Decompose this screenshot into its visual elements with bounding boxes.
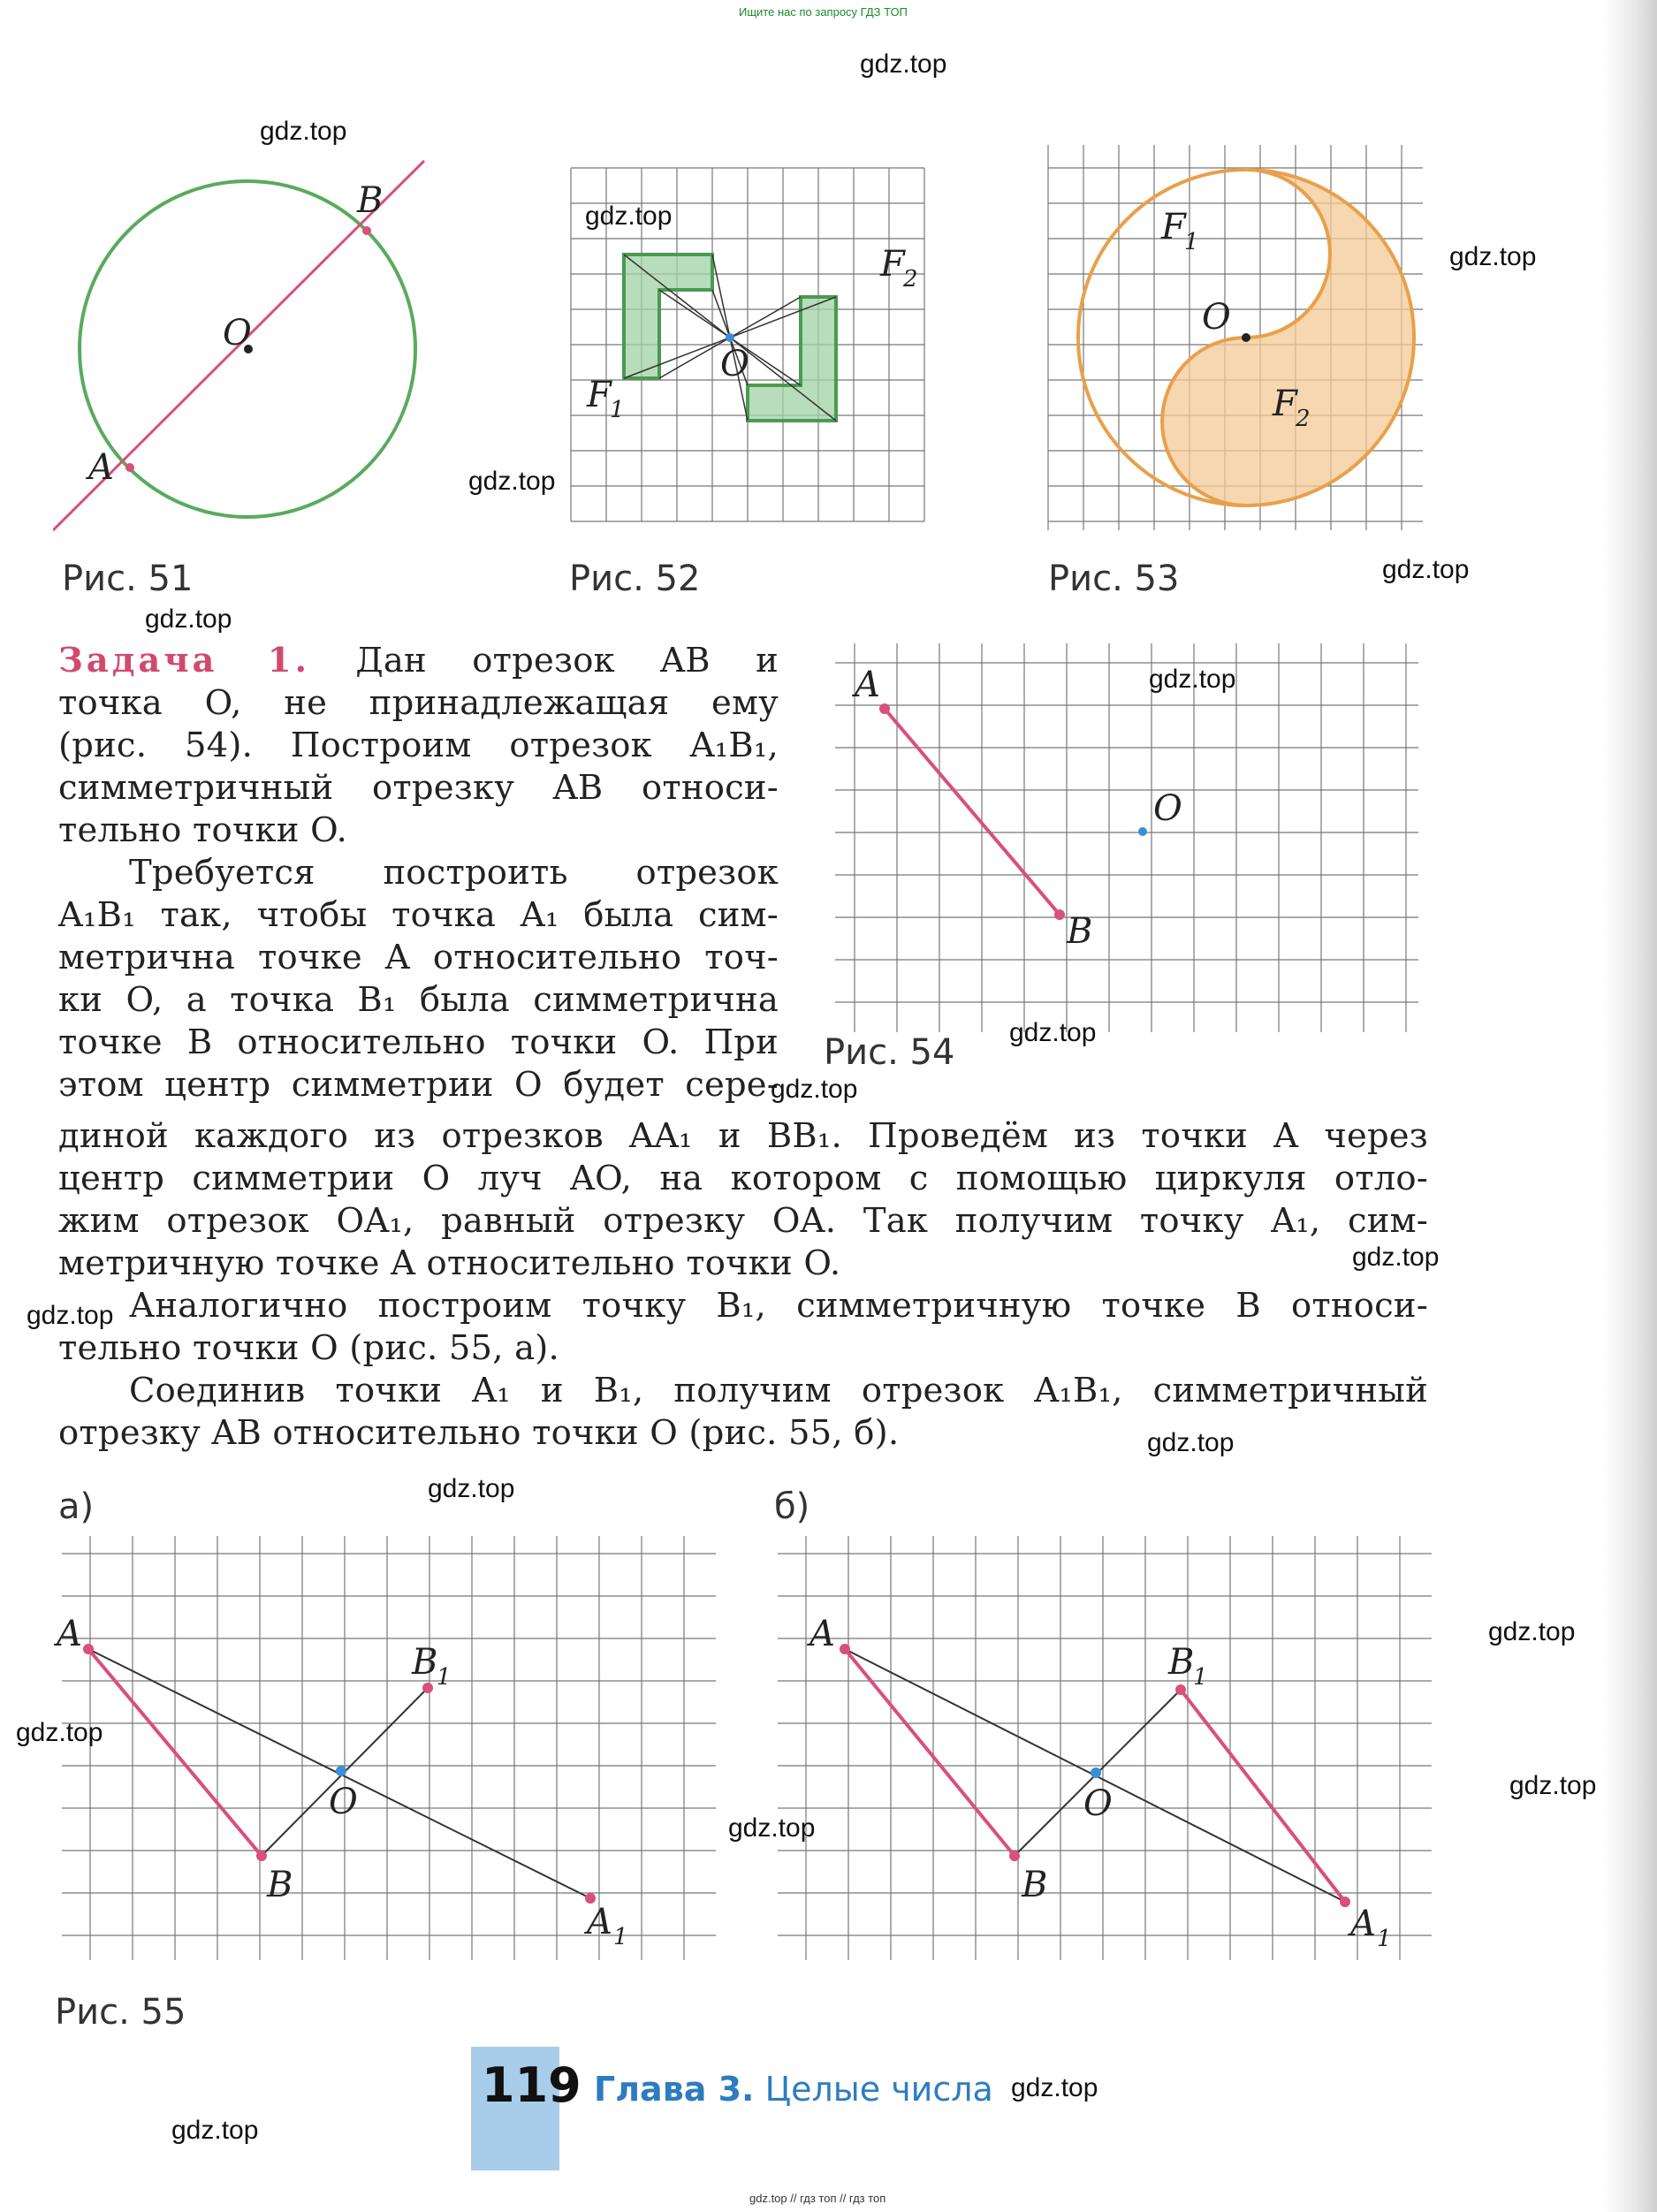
task-line: A₁B₁ так, чтобы точка A₁ была сим- — [58, 895, 779, 935]
label-b: B — [267, 1865, 293, 1905]
bottom-banner: gdz.top // гдз топ // гдз топ — [749, 2192, 886, 2205]
grid — [835, 643, 1418, 1032]
label-o: O — [223, 313, 252, 353]
page-edge-shadow — [1602, 0, 1657, 2212]
watermark: gdz.top — [1149, 665, 1236, 694]
label-f1: F — [587, 375, 612, 415]
point-a — [125, 463, 134, 472]
caption-fig-53: Рис. 53 — [1048, 559, 1180, 599]
task-line: точка O, не принадлежащая ему — [58, 683, 779, 723]
watermark: gdz.top — [585, 201, 673, 231]
watermark: gdz.top — [1382, 555, 1470, 584]
label-b1-sub: 1 — [1193, 1664, 1208, 1691]
figure-54 — [835, 643, 1418, 1032]
point-a1 — [1340, 1897, 1350, 1907]
task-text-full — [58, 1115, 1428, 1460]
label-o: O — [720, 344, 749, 384]
task-line: Требуется построить отрезок — [129, 853, 779, 893]
task-line: ки O, а точка B₁ была симметрична — [58, 980, 779, 1020]
label-o: O — [329, 1782, 358, 1822]
task-line: тельно точки O (рис. 55, а). — [58, 1328, 559, 1368]
label-a1: A — [1350, 1904, 1376, 1944]
chapter-name: Целые числа — [754, 2070, 993, 2109]
task-line: центр симметрии O луч AO, на котором с помощью циркуля отло- — [58, 1159, 1428, 1198]
point-o — [1138, 827, 1147, 836]
figure-51 — [53, 141, 451, 548]
label-o: O — [1202, 297, 1231, 338]
figure-53 — [1043, 141, 1432, 530]
task-line: метрична точке A относительно точ- — [58, 938, 779, 977]
label-b1-sub: 1 — [437, 1664, 452, 1691]
task-line: этом центр симметрии O будет сере- — [58, 1065, 779, 1105]
point-b — [256, 1851, 267, 1861]
point-o — [1091, 1767, 1101, 1778]
part-b-label: б) — [774, 1486, 810, 1527]
point-b1 — [422, 1683, 433, 1693]
watermark: gdz.top — [16, 1718, 103, 1747]
label-a: A — [855, 665, 880, 705]
figure-55b — [769, 1536, 1440, 1960]
task-line: точке B относительно точки O. При — [58, 1022, 779, 1062]
point-b — [362, 226, 371, 235]
center-point — [726, 333, 734, 342]
watermark: gdz.top — [27, 1301, 114, 1330]
point-b1 — [1175, 1684, 1186, 1695]
segment-a1b1 — [1181, 1690, 1345, 1902]
label-b: B — [1022, 1865, 1048, 1905]
watermark: gdz.top — [1488, 1617, 1576, 1646]
shape-f2 — [1162, 170, 1414, 505]
task-line: тельно точки O. — [58, 810, 348, 850]
grid — [62, 1536, 716, 1960]
point-a — [840, 1644, 850, 1654]
watermark: gdz.top — [468, 467, 556, 496]
task-line: жим отрезок OA₁, равный отрезку OA. Так получим точку A₁, сим- — [58, 1201, 1428, 1241]
watermark: gdz.top — [1449, 242, 1537, 271]
task-line: отрезку AB относительно точки O (рис. 55, б). — [58, 1413, 900, 1453]
task-label: Задача 1. — [58, 641, 310, 680]
point-b — [1054, 909, 1065, 920]
label-b1: B — [412, 1642, 438, 1683]
label-f2-sub: 2 — [903, 266, 918, 293]
watermark: gdz.top — [1011, 2073, 1098, 2102]
label-b: B — [357, 180, 384, 221]
point-a — [83, 1644, 94, 1654]
point-a — [879, 703, 890, 714]
watermark: gdz.top — [428, 1474, 515, 1503]
chapter-number: Глава 3. — [594, 2070, 755, 2109]
label-f1-sub: 1 — [610, 397, 625, 423]
task-text-left — [58, 640, 779, 1117]
watermark: gdz.top — [728, 1813, 816, 1843]
task-line: диной каждого из отрезков AA₁ и BB₁. Проведём из точки A через — [58, 1116, 1428, 1156]
label-b: B — [1067, 911, 1093, 952]
watermark: gdz.top — [260, 117, 347, 146]
caption-fig-51: Рис. 51 — [62, 559, 194, 599]
page-number: 119 — [482, 2057, 581, 2113]
watermark: gdz.top — [1352, 1243, 1440, 1272]
label-b1: B — [1168, 1642, 1195, 1683]
label-f2: F — [880, 244, 905, 285]
label-a1-sub: 1 — [613, 1924, 628, 1950]
task-line: метричную точке A относительно точки O. — [58, 1243, 841, 1283]
caption-fig-54: Рис. 54 — [824, 1032, 955, 1073]
label-a1: A — [587, 1902, 612, 1942]
watermark: gdz.top — [771, 1075, 858, 1104]
label-f1-sub: 1 — [1184, 229, 1199, 255]
label-o: O — [1153, 788, 1182, 829]
task-line: (рис. 54). Построим отрезок A₁B₁, — [58, 726, 779, 765]
watermark: gdz.top — [145, 604, 232, 634]
label-f2-sub: 2 — [1296, 406, 1311, 432]
top-banner: Ищите нас по запросу ГДЗ ТОП — [739, 5, 908, 19]
watermark: gdz.top — [1009, 1018, 1097, 1047]
point-b — [1009, 1851, 1020, 1861]
watermark: gdz.top — [171, 2116, 259, 2145]
label-a: A — [809, 1614, 835, 1654]
point-o — [336, 1766, 346, 1776]
chapter-title — [594, 2070, 993, 2109]
caption-fig-52: Рис. 52 — [569, 559, 701, 599]
label-f2: F — [1273, 384, 1297, 424]
label-a1-sub: 1 — [1377, 1926, 1392, 1952]
task-line-1: Задача 1. Дан отрезок AB и — [58, 641, 779, 680]
label-a: A — [57, 1614, 82, 1654]
label-f1: F — [1161, 207, 1186, 247]
label-o: O — [1083, 1783, 1113, 1824]
part-a-label: а) — [58, 1486, 95, 1527]
label-a: A — [88, 447, 114, 488]
segment-ab — [845, 1649, 1015, 1856]
center-point — [1242, 333, 1250, 342]
figure-55a — [53, 1536, 725, 1960]
figure-52 — [566, 141, 937, 530]
watermark: gdz.top — [1509, 1771, 1597, 1800]
task-line: симметричный отрезку AB относи- — [58, 768, 779, 808]
task-line: Соединив точки A₁ и B₁, получим отрезок A₁B₁, симметричный — [129, 1371, 1428, 1410]
watermark: gdz.top — [860, 49, 947, 79]
caption-fig-55: Рис. 55 — [55, 1992, 186, 2033]
watermark: gdz.top — [1147, 1428, 1235, 1457]
segment-ab — [885, 709, 1060, 915]
task-line: Аналогично построим точку B₁, симметричную точке B относи- — [129, 1286, 1428, 1326]
